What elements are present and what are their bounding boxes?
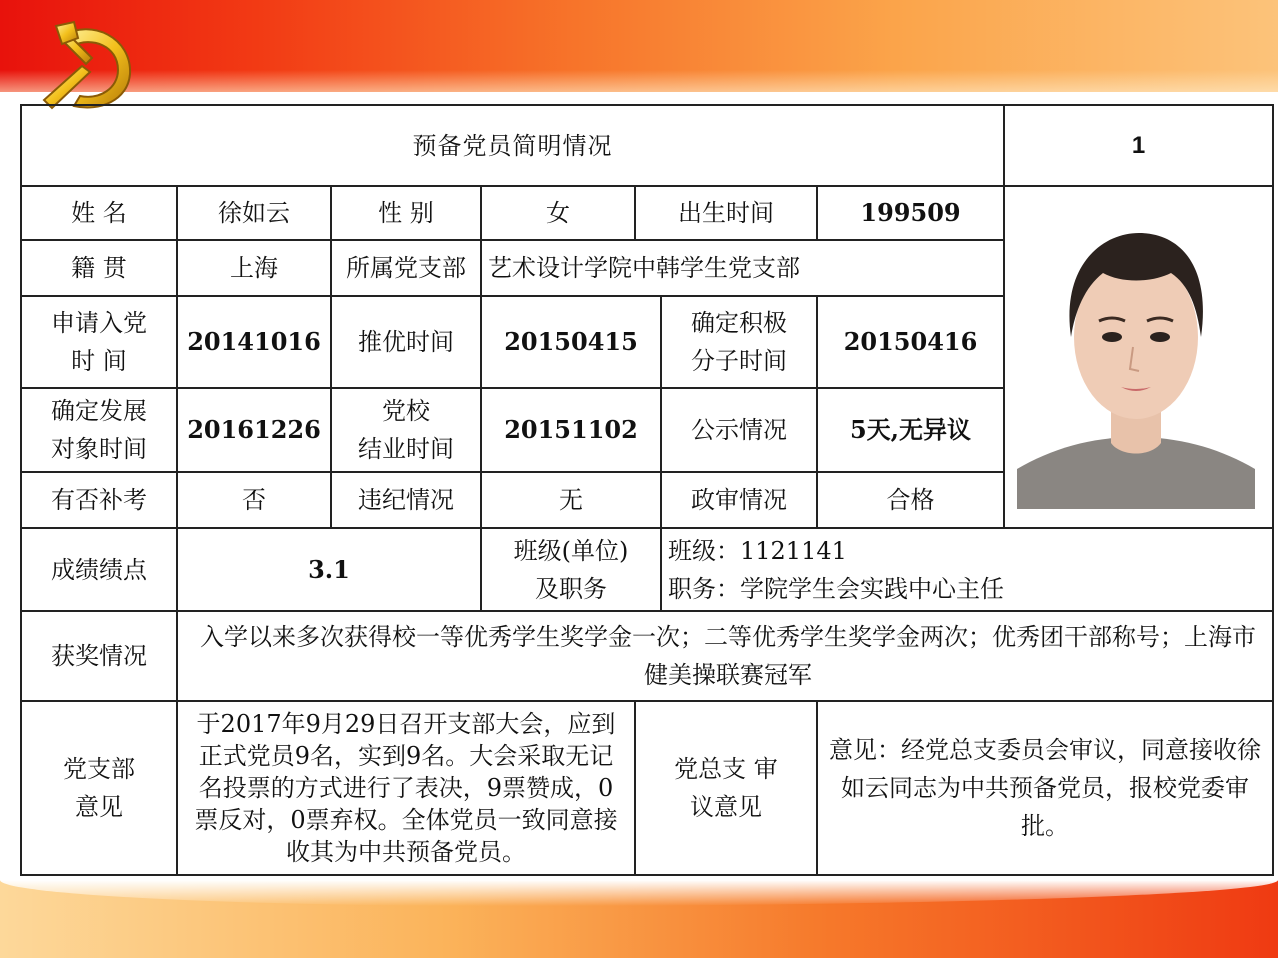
label-apply-date-line1: 申请入党 (51, 309, 147, 337)
value-recommend-date: 20150415 (481, 296, 661, 388)
label-birth: 出生时间 (635, 186, 817, 240)
label-class-duty-line2: 及职务 (535, 574, 607, 603)
label-active-date-line2: 分子时间 (691, 347, 787, 375)
value-gpa: 3.1 (177, 528, 481, 611)
value-school-date: 20151102 (481, 388, 661, 472)
label-retake: 有否补考 (21, 472, 177, 528)
value-birth: 199509 (817, 186, 1004, 240)
label-general-branch-opinion (635, 701, 817, 875)
label-class-duty-line1: 班级(单位) (513, 536, 629, 565)
label-branch-opinion-line1: 党支部 (63, 755, 135, 783)
label-publicity: 公示情况 (661, 388, 817, 472)
label-develop-date-line1: 确定发展 (51, 397, 147, 425)
value-general-branch-opinion: 意见：经党总支委员会审议，同意接收徐如云同志为中共预备党员，报校党委审批。 (817, 701, 1273, 875)
party-emblem-icon (22, 8, 150, 118)
member-photo (1011, 187, 1266, 527)
label-awards: 获奖情况 (21, 611, 177, 701)
label-develop-date (21, 388, 177, 472)
label-general-opinion-line2: 议意见 (690, 793, 762, 821)
bottom-banner (0, 880, 1278, 958)
value-party-branch: 艺术设计学院中韩学生党支部 (481, 240, 1004, 296)
value-duty: 职务：学院学生会实践中心主任 (668, 574, 1004, 603)
label-school-date-line1: 党校 (382, 397, 430, 425)
label-active-date (661, 296, 817, 388)
label-recommend-date: 推优时间 (331, 296, 481, 388)
value-name: 徐如云 (177, 186, 331, 240)
value-gender: 女 (481, 186, 635, 240)
label-active-date-line1: 确定积极 (691, 309, 787, 337)
label-apply-date-line2: 时 间 (71, 347, 127, 375)
label-branch-opinion-line2: 意见 (75, 793, 123, 821)
value-class-duty (661, 528, 1273, 611)
value-class: 班级：1121141 (668, 536, 847, 565)
label-party-branch: 所属党支部 (331, 240, 481, 296)
label-general-opinion-line1: 党总支 审 (674, 755, 778, 783)
value-publicity: 5天,无异议 (817, 388, 1004, 472)
label-class-duty (481, 528, 661, 611)
label-gpa: 成绩绩点 (21, 528, 177, 611)
sheet-title: 预备党员简明情况 (21, 105, 1004, 186)
value-awards: 入学以来多次获得校一等优秀学生奖学金一次；二等优秀学生奖学金两次；优秀团干部称号；上海市健美操联赛冠军 (177, 611, 1273, 701)
label-name: 姓 名 (21, 186, 177, 240)
label-native-place: 籍 贯 (21, 240, 177, 296)
label-school-date (331, 388, 481, 472)
value-political-review: 合格 (817, 472, 1004, 528)
label-develop-date-line2: 对象时间 (51, 435, 147, 463)
top-banner (0, 0, 1278, 92)
label-political-review: 政审情况 (661, 472, 817, 528)
label-branch-opinion (21, 701, 177, 875)
label-apply-date (21, 296, 177, 388)
value-branch-opinion: 于2017年9月29日召开支部大会，应到正式党员9名，实到9名。大会采取无记名投票的方式进行了表决，9票赞成，0票反对，0票弃权。全体党员一致同意接收其为中共预备党员。 (177, 701, 635, 875)
value-native-place: 上海 (177, 240, 331, 296)
value-apply-date: 20141016 (177, 296, 331, 388)
label-discipline: 违纪情况 (331, 472, 481, 528)
value-develop-date: 20161226 (177, 388, 331, 472)
sheet-number: 1 (1004, 105, 1273, 186)
label-school-date-line2: 结业时间 (358, 435, 454, 463)
value-discipline: 无 (481, 472, 661, 528)
value-retake: 否 (177, 472, 331, 528)
member-info-table (20, 104, 1274, 876)
label-gender: 性 别 (331, 186, 481, 240)
photo-cell (1004, 186, 1273, 528)
value-active-date: 20150416 (817, 296, 1004, 388)
